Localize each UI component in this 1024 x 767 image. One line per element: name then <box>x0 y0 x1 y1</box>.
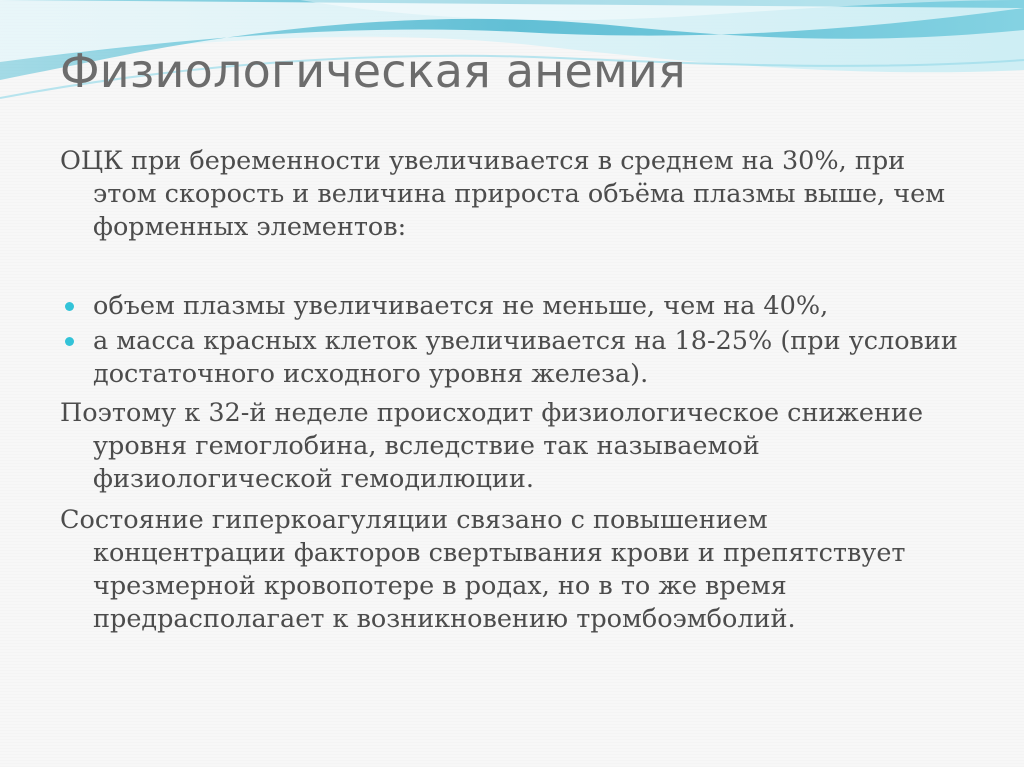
conclusion-paragraph: Поэтому к 32-й неделе происходит физиологическое снижение уровня гемоглобина, вследствие так называемой физиологической гемодилюции. <box>60 398 924 494</box>
bullet-dot-icon <box>65 302 74 311</box>
bullet-text: а масса красных клеток увеличивается на 18-25% (при условии достаточного исходного уровня железа). <box>93 326 958 389</box>
bullet-text: объем плазмы увеличивается не меньше, чем на 40%, <box>93 291 829 321</box>
bullet-list <box>60 290 960 391</box>
bullet-item <box>60 290 960 323</box>
bullet-item <box>60 325 960 391</box>
paragraph-spacer <box>60 252 960 290</box>
intro-paragraph: ОЦК при беременности увеличивается в среднем на 30%, при этом скорость и величина прироста объёма плазмы выше, чем форменных элементов: <box>60 146 946 242</box>
bullet-dot-icon <box>65 337 74 346</box>
slide-title: Физиологическая анемия <box>60 44 686 98</box>
hypercoagulation-paragraph: Состояние гиперкоагуляции связано с повышением концентрации факторов свертывания крови и препятствует чрезмерной кровопотере в родах, но в то же время предрасполагает к возникновению тромбоэмболий. <box>60 505 906 634</box>
slide-body <box>60 145 960 644</box>
